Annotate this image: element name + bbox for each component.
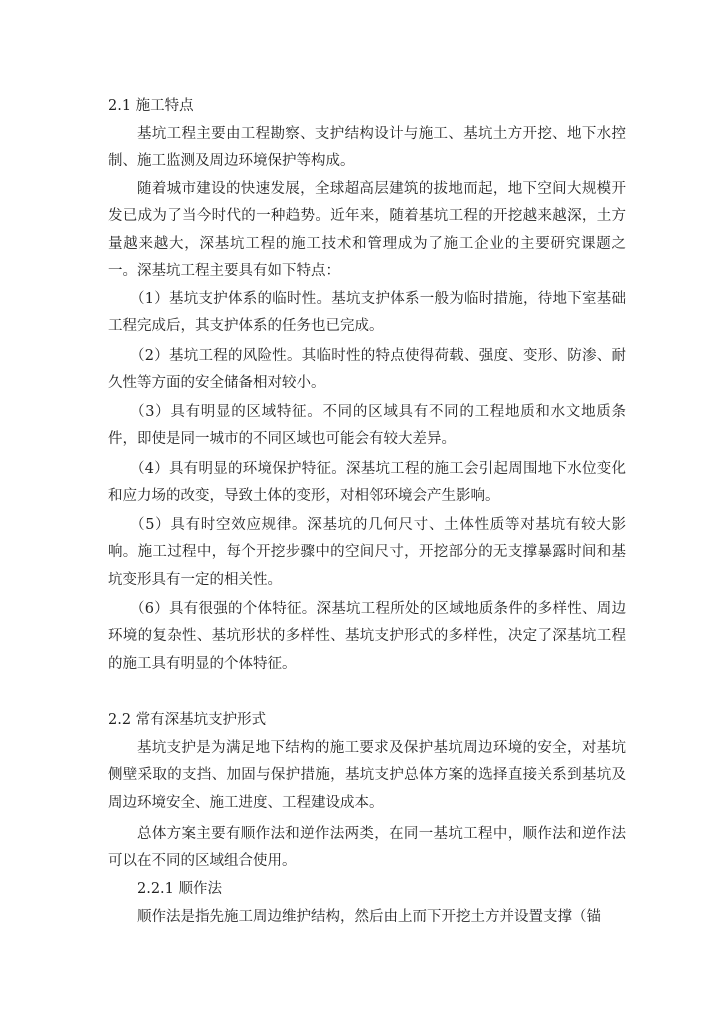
feature-item-4: （4）具有明显的环境保护特征。深基坑工程的施工会引起周围地下水位变化和应力场的改变，导致土体的变形，对相邻环境会产生影响。 [108, 461, 626, 505]
section-heading-2-2: 2.2 常有深基坑支护形式 [108, 712, 267, 728]
feature-item-5: （5）具有时空效应规律。深基坑的几何尺寸、土体性质等对基坑有较大影响。施工过程中，每个开挖步骤中的空间尺寸，开挖部分的无支撑暴露时间和基坑变形具有一定的相关性。 [108, 517, 626, 588]
paragraph: 总体方案主要有顺作法和逆作法两类，在同一基坑工程中，顺作法和逆作法可以在不同的区域组合使用。 [108, 826, 626, 870]
paragraph: 随着城市建设的快速发展，全球超高层建筑的拔地而起，地下空间大规模开发已成为了当今时代的一种趋势。近年来，随着基坑工程的开挖越来越深，土方量越来越大，深基坑工程的施工技术和管理成为了施工企业的主要研究课题之一。深基坑工程主要具有如下特点： [108, 181, 626, 279]
feature-item-1: （1）基坑支护体系的临时性。基坑支护体系一般为临时措施，待地下室基础工程完成后，其支护体系的任务也已完成。 [108, 291, 626, 335]
paragraph: 基坑工程主要由工程勘察、支护结构设计与施工、基坑土方开挖、地下水控制、施工监测及周边环境保护等构成。 [108, 126, 626, 170]
feature-item-2: （2）基坑工程的风险性。其临时性的特点使得荷载、强度、变形、防渗、耐久性等方面的安全储备相对较小。 [108, 348, 626, 392]
subsection-heading-2-2-1: 2.2.1 顺作法 [137, 881, 223, 897]
paragraph: 基坑支护是为满足地下结构的施工要求及保护基坑周边环境的安全，对基坑侧壁采取的支挡、加固与保护措施，基坑支护总体方案的选择直接关系到基坑及周边环境安全、施工进度、工程建设成本。 [108, 740, 626, 811]
feature-item-3: （3）具有明显的区域特征。不同的区域具有不同的工程地质和水文地质条件，即使是同一城市的不同区域也可能会有较大差异。 [108, 404, 626, 448]
feature-item-6: （6）具有很强的个体特征。深基坑工程所处的区域地质条件的多样性、周边环境的复杂性、基坑形状的多样性、基坑支护形式的多样性，决定了深基坑工程的施工具有明显的个体特征。 [108, 601, 626, 672]
paragraph: 顺作法是指先施工周边维护结构，然后由上而下开挖土方并设置支撑（锚 [137, 909, 601, 925]
section-heading-2-1: 2.1 施工特点 [108, 98, 194, 114]
